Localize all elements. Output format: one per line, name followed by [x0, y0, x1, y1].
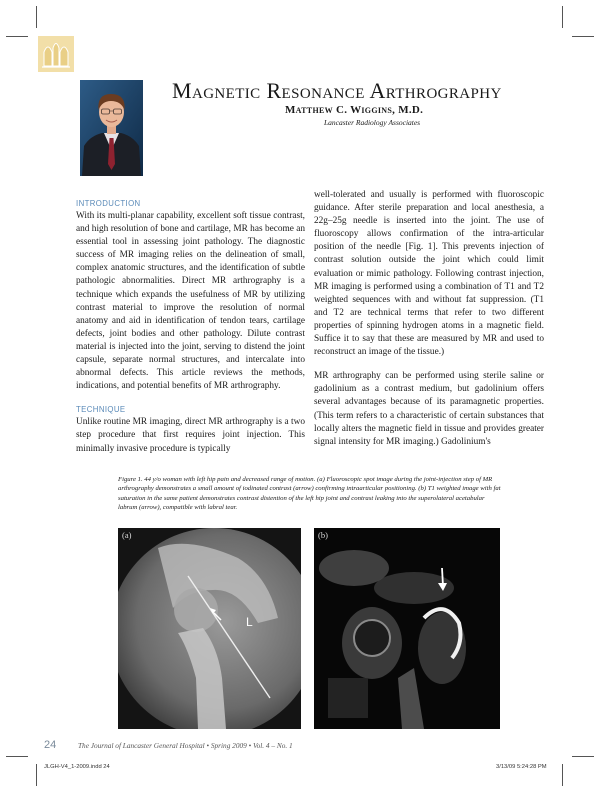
figure-panel-a — [118, 528, 301, 729]
section-heading-technique: TECHNIQUE — [76, 405, 126, 415]
crop-mark — [562, 6, 563, 28]
panel-label: (a) — [122, 530, 132, 540]
introduction-paragraph: With its multi-planar capability, excellent soft tissue contrast, and high resolution of bone and cartilage, MR has become an essential tool in assessing joint pathology. The diagnostic success of MR imaging relies on the delineation of small, complex anatomic structures, and the identification of subtle pathologic abnormalities. Direct MR arthrography is a technique which expands the usefulness of MR by utilizing contrast material to improve the resolution of normal anatomy and aid in identification of tendon tears, cartilage defects, joint bodies and other pathology. Dilute contrast material is injected into the joint, serving to distend the joint capsule, separate normal structures, and intercalate into abnormal defects. This article reviews the methods, indications, and potential benefits of MR arthrography. — [76, 211, 305, 392]
crop-mark — [562, 764, 563, 786]
crop-mark — [6, 756, 28, 757]
author-affiliation: Lancaster Radiology Associates — [324, 118, 421, 127]
technique-paragraph: Unlike routine MR imaging, direct MR arthrography is a two step procedure that first requires joint injection. This minimally invasive procedure is typically — [76, 417, 305, 454]
mr-image — [314, 528, 500, 729]
body-paragraph: MR arthrography can be performed using sterile saline or gadolinium as a contrast medium, but gadolinium offers several advantages because of its paramagnetic properties. (This term refers to a characteristic of certain substances that locally alters the magnetic field in tissue and provides greater signal intensity for MR imaging.) Gadolinium's — [314, 371, 544, 447]
article-title: Magnetic Resonance Arthrography — [172, 78, 502, 103]
print-slug-date: 3/13/09 5:24:28 PM — [496, 764, 547, 770]
author-portrait — [80, 80, 143, 176]
side-marker: L — [246, 615, 253, 629]
crop-mark — [36, 6, 37, 28]
crop-mark — [6, 36, 28, 37]
journal-footer: The Journal of Lancaster General Hospital • Spring 2009 • Vol. 4 – No. 1 — [78, 741, 293, 750]
left-column — [76, 198, 305, 456]
section-heading-introduction: INTRODUCTION — [76, 199, 141, 208]
right-column — [314, 189, 544, 449]
figure-caption: Figure 1. 44 y/o woman with left hip pain and decreased range of motion. (a) Fluoroscopic spot image during the joint-injection step of MR arthrography demonstrates a small amount of iodinated contrast (arrow) confirming intraarticular positioning. (b) T1 weighted image with fat saturation in the same patient demonstrates contrast distention of the left hip joint and contrast leaking into the superolateral acetabular labrum (arrow), compatible with labral tear. — [118, 476, 501, 512]
journal-logo — [38, 36, 74, 72]
figure-panel-b — [314, 528, 500, 729]
fluoroscopy-image — [118, 528, 301, 729]
page-number: 24 — [44, 739, 57, 751]
crop-mark — [572, 36, 594, 37]
crop-mark — [572, 756, 594, 757]
panel-label: (b) — [318, 530, 328, 540]
author-name: Matthew C. Wiggins, M.D. — [285, 104, 424, 116]
crop-mark — [36, 764, 37, 786]
print-slug-file: JLGH-V4_1-2009.indd 24 — [44, 764, 110, 770]
body-paragraph: well-tolerated and usually is performed with fluoroscopic guidance. After sterile preparation and local anesthesia, a 22g–25g needle is inserted into the joint. The use of fluoroscopy allows confirmation of the intra-articular position of the needle [Fig. 1]. This prevents injection of contrast solution outside the joint which could limit evaluation or mimic pathology. Following contrast injection, MR imaging is performed using a combination of T1 and T2 weighted sequences with and without fat suppression. (T1 and T2 are technical terms that refer to two different properties of spinning hydrogen atoms in a magnetic field. Suffice it to say that these are measured by MR and used to reconstruct an image of the tissue.) — [314, 190, 544, 358]
